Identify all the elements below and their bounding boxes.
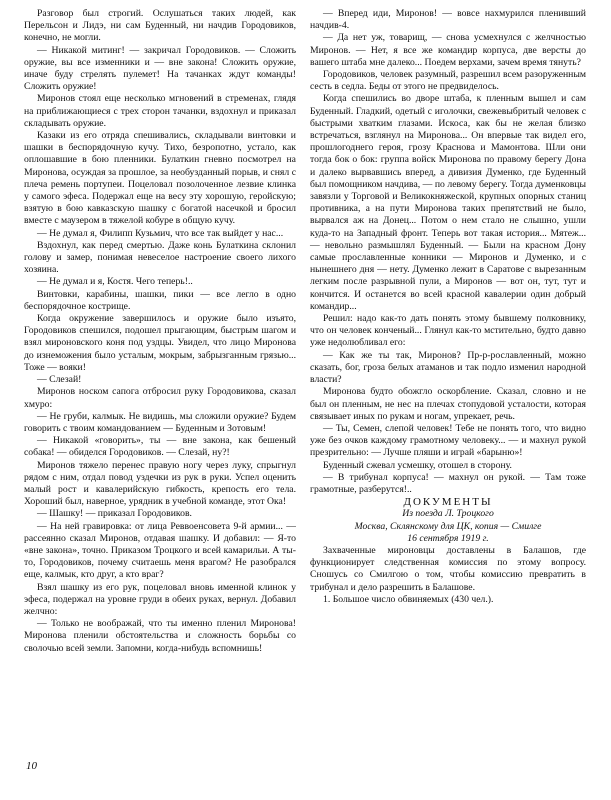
paragraph: — Вперед иди, Миронов! — вовсе нахмурился пленивший начдив-4. [310, 8, 586, 32]
paragraph: Миронов тяжело перенес правую ногу через луку, спрыгнул рядом с ним, отдал повод уздечки из рук в руки. Успел оценить малый рост и кавалерийскую гибкость, крепость его тела. Хороший был, наверное, урядник в учебной команде, этот Ока! [24, 459, 296, 508]
paragraph: Казаки из его отряда спешивались, складывали винтовки и шашки в беспорядочную кучу. Тихо, безропотно, устало, как оплошавшие в бою пленники. Булаткин гневно посмотрел на Миронова, осуждая за прошлое, за необузданный порыв, и снял с плеча ремень портупеи. Поцеловал позолоченное лезвие клинка у самого эфеса. Подержал еще на весу эту хорошую, геройскую; взятую в бою кавказскую шашку с богатой насечкой и бросил вместе с маузером в тяжелой кобуре в общую кучу. [24, 130, 296, 227]
paragraph: Взял шашку из его рук, поцеловал вновь именной клинок у эфеса, подержал на уровне груди в обеих руках, вернул. Добавил желчно: [24, 581, 296, 617]
right-text-column [310, 8, 586, 606]
paragraph: — Ты, Семен, слепой человек! Тебе не понять того, что видно уже без очков каждому грамотному человеку... — и махнул рукой презрительно: — Лучше пляши и играй «барыню»! [310, 422, 586, 459]
document-addressee: Москва, Склянскому для ЦК, копия — Смилге [354, 520, 542, 532]
paragraph: Вздохнул, как перед смертью. Даже конь Булаткина склонил голову и замер, понимая невеселое настроение своего лихого хозяина. [24, 239, 296, 276]
paragraph: — Да нет уж, товарищ, — снова усмехнулся с желчностью Миронов. — Нет, я все же командир корпуса, две версты до вашего штаба мне далеко... Поедем верхами, зачем время тянуть? [310, 32, 586, 68]
paragraph: — Никакой «говорить», ты — вне закона, как бешеный собака! — обиделся Городовиков. — Слезай, ну?! [24, 435, 296, 459]
paragraph: Городовиков, человек разумный, разрешил всем разоруженным сесть в седла. Беды от этого не предвиделось. [310, 69, 586, 93]
paragraph: Когда окружение завершилось и оружие было изъято, Городовиков спешился, подошел прыгающим, быстрым шагом и взял мироновского коня под уздцы. Увидел, что лицо Миронова до изнеможения было усталым, мокрым, забрызганным грязью... Тоже — вояки! [24, 313, 296, 373]
paragraph: — Только не воображай, что ты именно пленил Миронова! Миронова пленили обстоятельства и сложность борьбы со сволочью всей земли. Запомни, когда-нибудь вспомнишь! [24, 618, 296, 654]
paragraph: — Шашку! — приказал Городовиков. [37, 508, 192, 520]
document-paragraph: 1. Большое число обвиняемых (430 чел.). [323, 593, 494, 605]
paragraph: Винтовки, карабины, шашки, пики — все легло в одно беспорядочное кострище. [24, 288, 296, 312]
paragraph: Разговор был строгий. Ослушаться таких людей, как Перельсон и Лидэ, ни сам Буденный, ни начдив Городовиков, конечно, не могли. [24, 8, 296, 44]
paragraph: — Никакой митинг! — закричал Городовиков. — Сложить оружие, вы все изменники и — вне закона! Сложить оружие, иначе буду стрелять пулемет! На тачанках ждут команды! Сложить оружие! [24, 44, 296, 93]
paragraph: Когда спешились во дворе штаба, к пленным вышел и сам Буденный. Гладкий, одетый с иголочки, свежевыбритый человек с быстрыми хватким глазами. Искоса, как бы не желая близко встречаться, взглянул на Миронова... Он впервые так видел его, прошлогоднего героя, грозу Краснова и Мамонтова. Шли они тогда бок о бок: группа войск Миронова по правому берегу Дона и далеко вырвавшись вперед, а дивизия Думенко, где Буденный был помощником начдива, — по левому берегу. Тогда думенковцы завязли у Торговой и Великокняжеской, крупных опорных станиц противника, а на пути Миронова таких препятствий не было, вырвался аж на Донец... Потом о нем стало не слышно, ушли куда-то на Западный фронт. Теперь вот такая история... Мятеж... — невольно размышлял Буденный. — Были на красном Дону самые прославленные конники — Миронов и Думенко, и с нынешнего дня — нету. Думенко лежит в Саратове с вырезанным легким после разрывной пули, а Миронов — вот он, тут, тут и кончится. И останется во всей красной кавалерии один добрый командир... [310, 93, 586, 312]
paragraph: — В трибунал корпуса! — махнул он рукой. — Там тоже грамотные, разберутся!.. [310, 471, 586, 495]
page-number: 10 [26, 760, 37, 772]
documents-heading: ДОКУМЕНТЫ [403, 496, 493, 509]
paragraph: — Не груби, калмык. Не видишь, мы сложили оружие? Будем говорить с твоим командованием — Буденным и Зотовым! [24, 410, 296, 434]
paragraph: Буденный сжевал усмешку, отошел в сторону. [323, 459, 512, 471]
paragraph: — Как же ты так, Миронов? Пр-р-рославленный, можно сказать, бог, гроза белых атаманов и так подло изменил народной власти? [310, 349, 586, 386]
document-paragraph: Захваченные мироновцы доставлены в Балашов, где функционирует следственная комиссия по этому вопросу. Снoшусь со Смилгою о том, чтобы комиссию превратить в трибунал и дело разрешить в Балашове. [310, 544, 586, 593]
paragraph: — Не думал я, Филипп Кузьмич, что все так выйдет у нас... [37, 227, 284, 239]
paragraph: Миронов носком сапога отбросил руку Городовикова, сказал хмуро: [24, 386, 296, 410]
paragraph: — Не думал и я, Костя. Чего теперь!.. [37, 276, 193, 288]
document-source: Из поезда Л. Троцкого [402, 508, 494, 520]
paragraph: Миронова будто обожгло оскорбление. Сказал, словно и не был он пленным, не нес на плечах стопудовой усталости, которая связывает иных по рукам и ногам, упрекает, речь. [310, 386, 586, 422]
paragraph: — Слезай! [37, 374, 82, 386]
paragraph: — На ней гравировка: от лица Реввоенсовета 9-й армии... — рассеянно сказал Миронов, отдавая шашку. И добавил: — Я-то «вне закона», точно. Приказом Троцкого и всей камарильи. А ты-то, Городовиков, почему считаешь меня врагом? Не разобрался еще, калмык, кто друг, а кто враг? [24, 520, 296, 581]
left-text-column [24, 8, 296, 655]
paragraph: Решил: надо как-то дать понять этому бывшему полковнику, что он человек конченый... Глянул как-то мстительно, будто давно уже недолюбливал его: [310, 313, 586, 349]
document-date: 16 сентября 1919 г. [407, 532, 489, 544]
paragraph: Миронов стоял еще несколько мгновений в стременах, глядя на приближающиеся с трех сторон тачанки, вздохнул и приказал складывать оружие. [24, 93, 296, 129]
